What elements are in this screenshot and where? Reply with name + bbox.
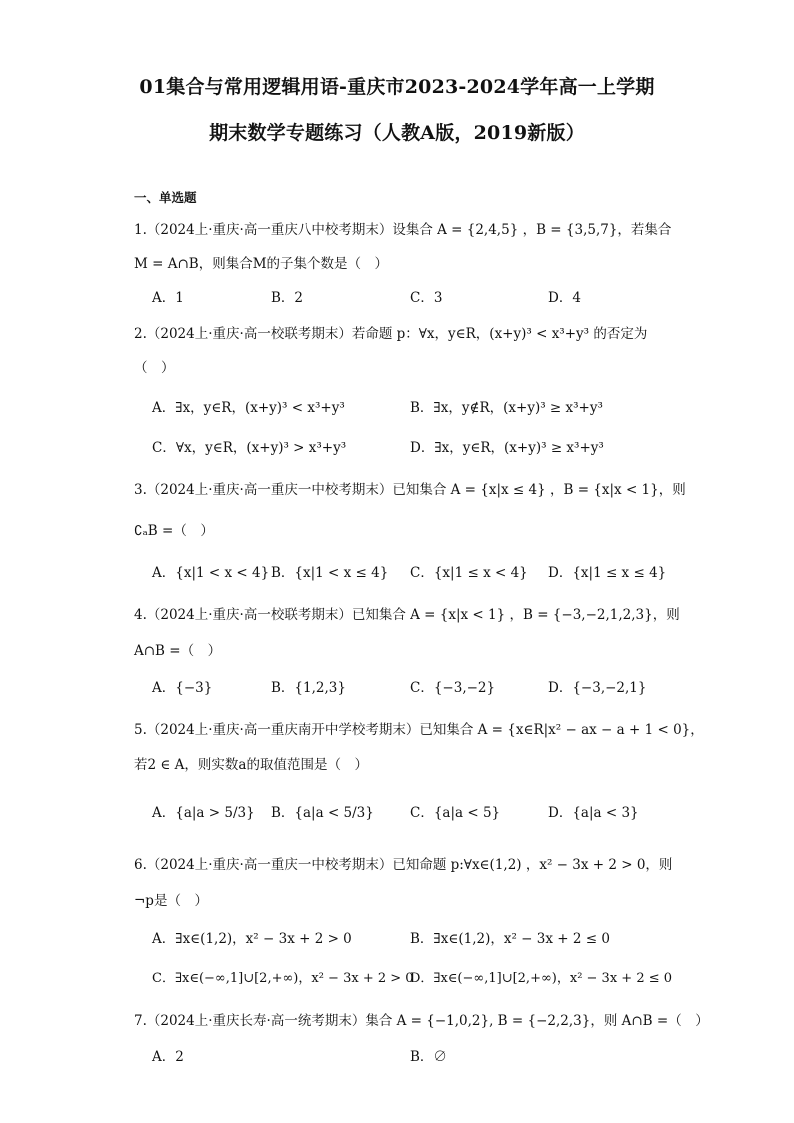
question-3-option-b: B．{x|1 < x ≤ 4} xyxy=(271,565,389,581)
question-5-option-b: B．{a|a < 5/3} xyxy=(271,805,374,821)
question-6-option-d: D．∃x∈(−∞,1]∪[2,+∞)，x² − 3x + 2 ≤ 0 xyxy=(410,971,673,986)
question-4-option-a: A．{−3} xyxy=(152,680,213,696)
question-3-option-c: C．{x|1 ≤ x < 4} xyxy=(410,565,528,581)
question-4-stem-line-1: 4.（2024上·重庆·高一校联考期末）已知集合 A = {x|x < 1} ，B = {−3,−2,1,2,3}，则 xyxy=(134,607,680,623)
question-5-option-d: D．{a|a < 3} xyxy=(548,805,639,821)
question-2-option-c: C．∀x，y∈R，(x+y)³ > x³+y³ xyxy=(152,440,347,456)
question-5-stem-line-1: 5.（2024上·重庆·高一重庆南开中学校考期末）已知集合 A = {x∈R|x² − ax − a + 1 < 0}， xyxy=(134,722,704,738)
question-7-option-b: B．∅ xyxy=(410,1049,447,1065)
question-6-option-b: B．∃x∈(1,2)，x² − 3x + 2 ≤ 0 xyxy=(410,931,610,947)
question-2-stem-line-1: 2.（2024上·重庆·高一校联考期末）若命题 p：∀x，y∈R，(x+y)³ < x³+y³ 的否定为 xyxy=(134,326,648,342)
question-1-option-d: D．4 xyxy=(548,290,581,306)
question-3-option-d: D．{x|1 ≤ x ≤ 4} xyxy=(548,565,667,581)
question-1-option-c: C．3 xyxy=(410,290,443,306)
question-2-stem-line-2: （ ） xyxy=(134,360,175,376)
question-1-option-b: B．2 xyxy=(271,290,304,306)
question-6-stem-line-1: 6.（2024上·重庆·高一重庆一中校考期末）已知命题 p:∀x∈(1,2) ，x² − 3x + 2 > 0，则 xyxy=(134,857,673,873)
question-4-stem-line-2: A∩B =（ ） xyxy=(134,643,222,659)
question-1-stem-line-2: M = A∩B，则集合M的子集个数是（ ） xyxy=(134,256,389,272)
question-1-stem-line-1: 1.（2024上·重庆·高一重庆八中校考期末）设集合 A = {2,4,5} ，B = {3,5,7}，若集合 xyxy=(134,222,672,238)
question-2-option-a: A．∃x，y∈R，(x+y)³ < x³+y³ xyxy=(152,400,345,416)
question-5-option-c: C．{a|a < 5} xyxy=(410,805,501,821)
document-title-line-2: 期末数学专题练习（人教A版，2019新版） xyxy=(209,122,585,144)
section-heading: 一、单选题 xyxy=(134,190,197,205)
question-4-option-d: D．{−3,−2,1} xyxy=(548,680,647,696)
question-6-stem-line-2: ¬p是（ ） xyxy=(134,893,208,909)
document-title-line-1: 01集合与常用逻辑用语-重庆市2023-2024学年高一上学期 xyxy=(139,76,655,98)
question-2-option-b: B．∃x，y∉R，(x+y)³ ≥ x³+y³ xyxy=(410,400,603,416)
question-7-stem-line-1: 7.（2024上·重庆长寿·高一统考期末）集合 A = {−1,0,2}, B = {−2,2,3}，则 A∩B =（ ） xyxy=(134,1013,709,1029)
question-6-option-a: A．∃x∈(1,2)，x² − 3x + 2 > 0 xyxy=(152,931,352,947)
question-2-option-d: D．∃x，y∈R，(x+y)³ ≥ x³+y³ xyxy=(410,440,604,456)
question-7-option-a: A．2 xyxy=(152,1049,184,1065)
question-6-option-c: C．∃x∈(−∞,1]∪[2,+∞)，x² − 3x + 2 > 0 xyxy=(152,971,414,986)
question-4-option-c: C．{−3,−2} xyxy=(410,680,496,696)
question-4-option-b: B．{1,2,3} xyxy=(271,680,346,696)
question-5-stem-line-2: 若2 ∈ A，则实数a的取值范围是（ ） xyxy=(134,757,368,773)
question-3-stem-line-2: ∁ₐB =（ ） xyxy=(134,523,214,539)
question-1-option-a: A．1 xyxy=(152,290,184,306)
question-3-option-a: A．{x|1 < x < 4} xyxy=(152,565,270,581)
question-3-stem-line-1: 3.（2024上·重庆·高一重庆一中校考期末）已知集合 A = {x|x ≤ 4} ，B = {x|x < 1}，则 xyxy=(134,482,686,498)
question-5-option-a: A．{a|a > 5/3} xyxy=(152,805,255,821)
